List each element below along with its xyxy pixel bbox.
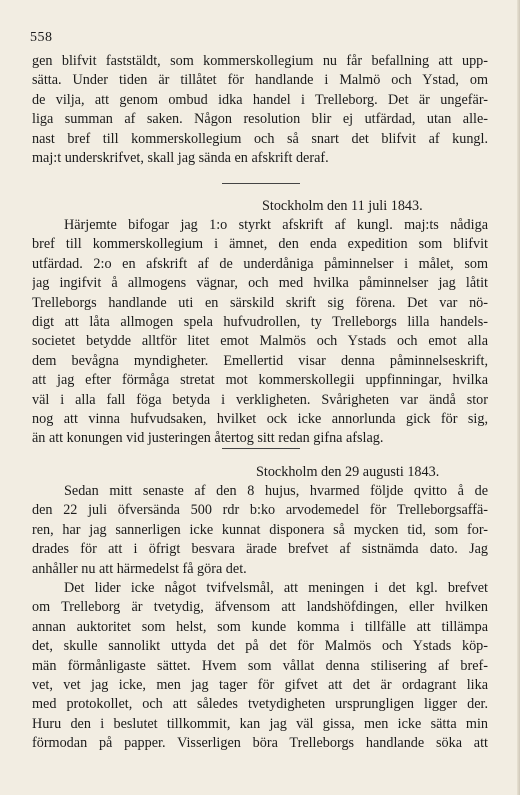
text-line: digt att låta allmogen spela hufvudrollen, ty Trelleborgs lilla handels- bbox=[32, 313, 488, 330]
text-line: societet betydde alltför litet emot Malmös och Ystads och emot alla bbox=[32, 333, 488, 350]
text-line: bref till kommerskollegium i ämnet, den enda expedition som blifvit bbox=[32, 236, 488, 253]
text-line: Det lider icke något tvifvelsmål, att meningen i det kgl. brefvet bbox=[64, 579, 488, 596]
text-line: de vilja, att genom ombud idka handel i Trelleborg. Det är ungefär- bbox=[32, 91, 488, 108]
text-line: drades för att i öfrigt besvara ärade brefvet af sistnämda dato. Jag bbox=[32, 541, 488, 558]
text-line: Sedan mitt senaste af den 8 hujus, hvarmed följde qvitto å de bbox=[64, 483, 488, 499]
text-line: det, skulle sannolikt uttyda det på det för Malmös och Ystads köp- bbox=[32, 638, 488, 655]
text-line: att jag efter förmåga stretat mot kommerskollegii uppfinningar, hvilka bbox=[32, 372, 488, 389]
text-line: förmodan på papper. Visserligen böra Trelleborgs handlande söka att bbox=[32, 735, 488, 752]
section-divider bbox=[222, 183, 300, 184]
paragraph-continuation bbox=[32, 52, 488, 168]
text-line: liga summan af saken. Någon resolution blir ej utfärdad, utan alle- bbox=[32, 111, 488, 128]
text-line: Härjemte bifogar jag 1:o styrkt afskrift af kungl. maj:ts nådiga bbox=[64, 217, 488, 233]
text-line: med protokollet, och att således tvetydigheten ursprungligen ligger der. bbox=[32, 696, 488, 713]
text-line: annan auktoritet som helst, som kunde komma i tillfälle att tillämpa bbox=[32, 618, 488, 635]
page-number: 558 bbox=[30, 30, 53, 45]
text-line: sätta. Under tiden är tillåtet för handlande i Malmö och Ystad, om bbox=[32, 72, 488, 89]
text-line: maj:t underskrifvet, skall jag sända en afskrift deraf. bbox=[32, 149, 329, 166]
letter-dateline: Stockholm den 29 augusti 1843. bbox=[256, 464, 440, 480]
text-line: nast bref till kommerskollegium och så snart det blifvit af kungl. bbox=[32, 130, 488, 147]
text-line: Huru den i beslutet tillkommit, kan jag väl gissa, men icke sätta min bbox=[32, 715, 488, 732]
text-line: dem bevågna myndigheter. Emellertid visar denna påminnelseskrift, bbox=[32, 352, 488, 369]
letter-body bbox=[32, 216, 488, 449]
text-line: vet, vet jag icke, men jag tager för gifvet att det är ordagrant lika bbox=[32, 676, 488, 693]
text-line: män förmånligaste sättet. Hvem som vållat denna stilisering af bref- bbox=[32, 657, 488, 674]
letter-dateline: Stockholm den 11 juli 1843. bbox=[262, 198, 423, 214]
text-line: den 22 juli öfversända 500 rdr b:ko arvodemedel för Trelleborgsaffä- bbox=[32, 502, 488, 519]
text-line: nog att vinna hufvudsaken, hvilket ock icke annorlunda gick för sig, bbox=[32, 410, 488, 427]
text-line: väl i alla fall föga betyda i verkligheten. Svårigheten var ändå stor bbox=[32, 391, 488, 408]
text-line: ren, har jag sannerligen icke kunnat disponera så mycken tid, som for- bbox=[32, 521, 488, 538]
text-line: utfärdad. 2:o en afskrift af de underdåniga påminnelser i målet, som bbox=[32, 255, 488, 272]
text-line: än att konungen vid justeringen återtog sitt redan gifna afslag. bbox=[32, 430, 384, 447]
text-line: Trelleborgs handlande uti en särskild skrift sig förena. Det var nö- bbox=[32, 294, 488, 311]
text-line: jag ingifvit å allmogens vägnar, och med hvilka påminnelser jag låtit bbox=[32, 275, 488, 292]
letter-body bbox=[32, 482, 488, 753]
text-line: anhåller nu att härmedelst få göra det. bbox=[32, 560, 247, 577]
section-divider bbox=[222, 448, 300, 449]
text-line: gen blifvit faststäldt, som kommerskollegium nu får befallning att upp- bbox=[32, 53, 488, 69]
text-line: om Trelleborg är tvetydig, äfvensom att landshöfdingen, eller hvilken bbox=[32, 599, 488, 616]
